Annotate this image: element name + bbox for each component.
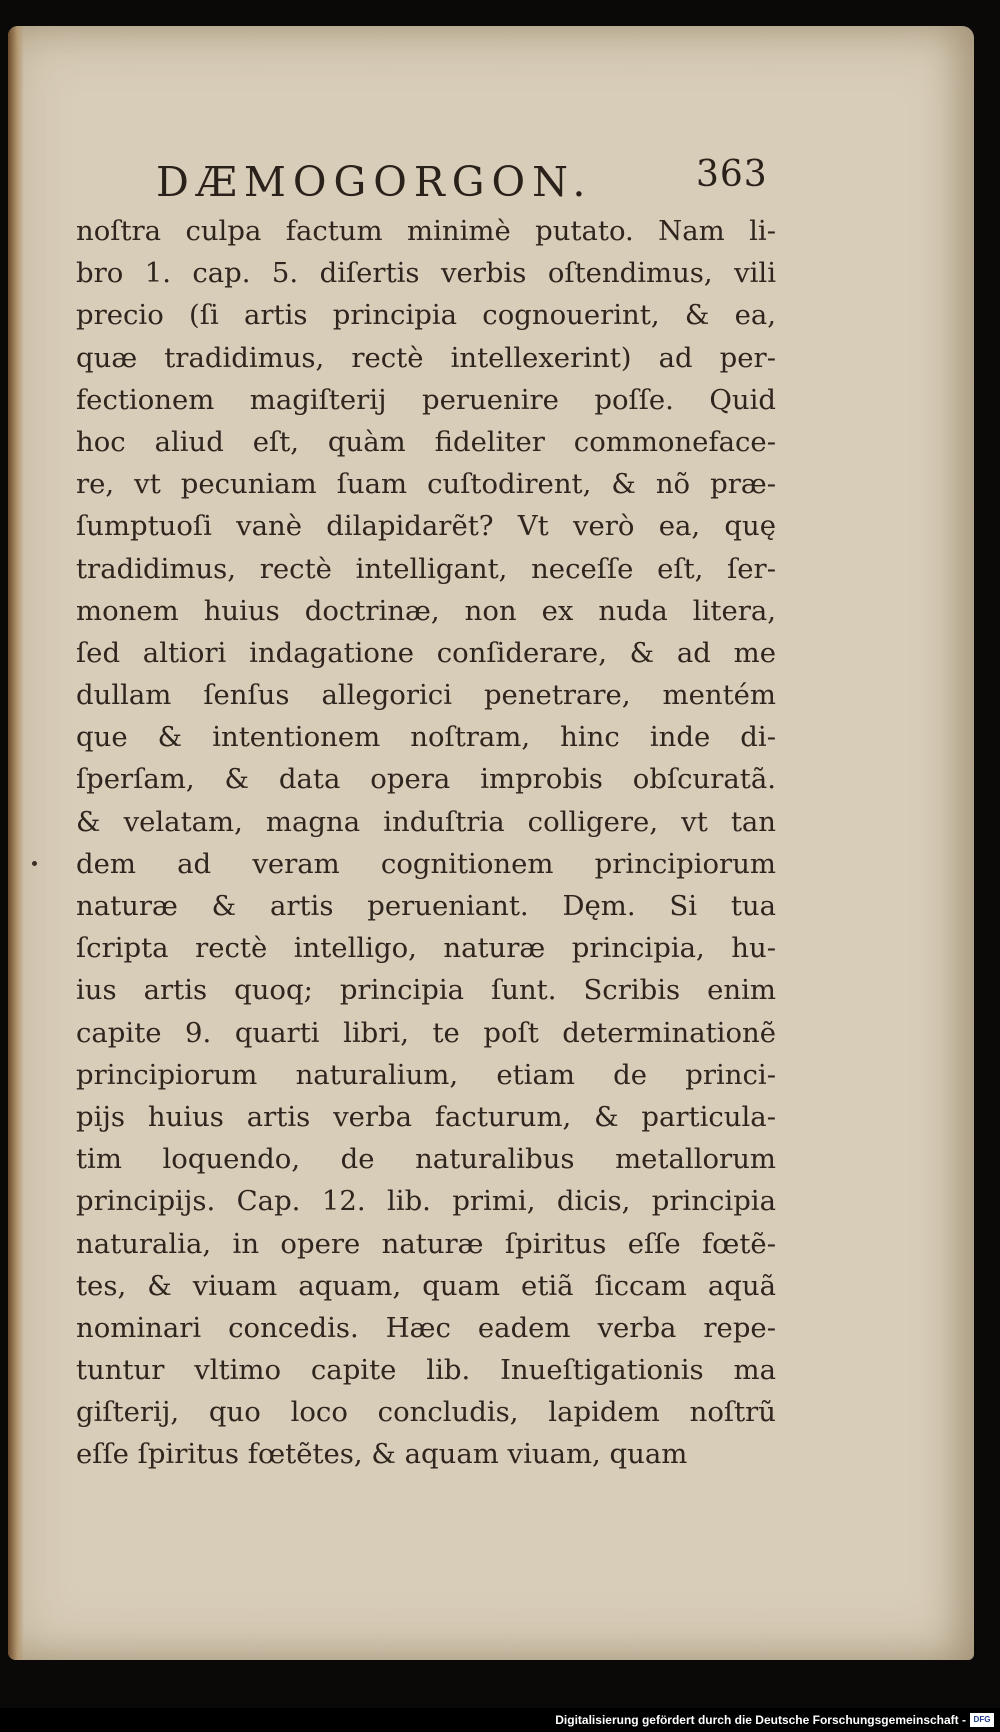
text-line: ſed altiori indagatione conſiderare, & ad me bbox=[76, 636, 776, 669]
text-line: naturæ & artis perueniant. Dęm. Si tua bbox=[76, 890, 776, 922]
funding-credit: Digitalisierung gefördert durch die Deutsche Forschungsgemeinschaft - bbox=[555, 1713, 966, 1727]
text-line: pijs huius artis verba facturum, & particula- bbox=[76, 1100, 776, 1133]
body-text bbox=[76, 210, 776, 1476]
text-line: dullam ſenſus allegorici penetrare, mentém bbox=[76, 679, 776, 712]
text-line: giſterij, quo loco concludis, lapidem noſtrũ bbox=[76, 1396, 776, 1429]
book-page bbox=[8, 26, 974, 1660]
page-binding-edge bbox=[8, 26, 24, 1660]
page-header bbox=[150, 134, 770, 214]
text-line: dem ad veram cognitionem principiorum bbox=[76, 847, 776, 880]
text-line: precio (ſi artis principia cognouerint, & ea, bbox=[76, 299, 776, 332]
text-line: bro 1. cap. 5. diſertis verbis oſtendimus, vili bbox=[76, 257, 776, 290]
text-line: eſſe ſpiritus fœtẽtes, & aquam viuam, quam bbox=[76, 1438, 688, 1471]
text-line: monem huius doctrinæ, non ex nuda litera, bbox=[76, 594, 776, 627]
text-line: & velatam, magna induſtria colligere, vt tan bbox=[76, 805, 776, 838]
text-line: tuntur vltimo capite lib. Inueſtigationis ma bbox=[76, 1354, 776, 1387]
text-line: ſperſam, & data opera improbis obſcuratã. bbox=[76, 763, 776, 796]
text-line: tim loquendo, de naturalibus metallorum bbox=[76, 1143, 776, 1176]
text-line: ſcripta rectè intelligo, naturæ principia, hu- bbox=[76, 932, 776, 965]
text-line: que & intentionem noſtram, hinc inde di- bbox=[76, 721, 776, 754]
text-line: quæ tradidimus, rectè intellexerint) ad per- bbox=[76, 341, 776, 374]
text-line: principiorum naturalium, etiam de princi- bbox=[76, 1058, 776, 1091]
text-line: tes, & viuam aquam, quam etiã ſiccam aquã bbox=[76, 1269, 776, 1302]
text-line: noſtra culpa factum minimè putato. Nam li- bbox=[76, 215, 776, 247]
running-title: DÆMOGORGON. bbox=[156, 158, 593, 206]
text-line: ius artis quoq; principia ſunt. Scribis enim bbox=[76, 974, 776, 1007]
text-line: tradidimus, rectè intelligant, neceſſe eſt, ſer- bbox=[76, 552, 776, 585]
text-line: capite 9. quarti libri, te poſt determinationẽ bbox=[76, 1016, 776, 1049]
page-number: 363 bbox=[696, 154, 768, 195]
text-line: nominari concedis. Hæc eadem verba repe- bbox=[76, 1311, 776, 1344]
text-line: hoc aliud eſt, quàm fideliter commoneface- bbox=[76, 425, 776, 458]
text-line: ſumptuoſi vanè dilapidarẽt? Vt verò ea, quę bbox=[76, 510, 776, 543]
text-line: fectionem magiſterij peruenire poſſe. Quid bbox=[76, 383, 776, 416]
margin-ink-dot bbox=[32, 861, 37, 866]
dfg-logo-icon: DFG bbox=[970, 1713, 994, 1727]
text-line: re, vt pecuniam ſuam cuſtodirent, & nõ præ- bbox=[76, 468, 776, 501]
digitization-footer bbox=[0, 1708, 1000, 1732]
text-line: naturalia, in opere naturæ ſpiritus eſſe fœtẽ- bbox=[76, 1227, 776, 1260]
text-line: principijs. Cap. 12. lib. primi, dicis, principia bbox=[76, 1185, 776, 1218]
